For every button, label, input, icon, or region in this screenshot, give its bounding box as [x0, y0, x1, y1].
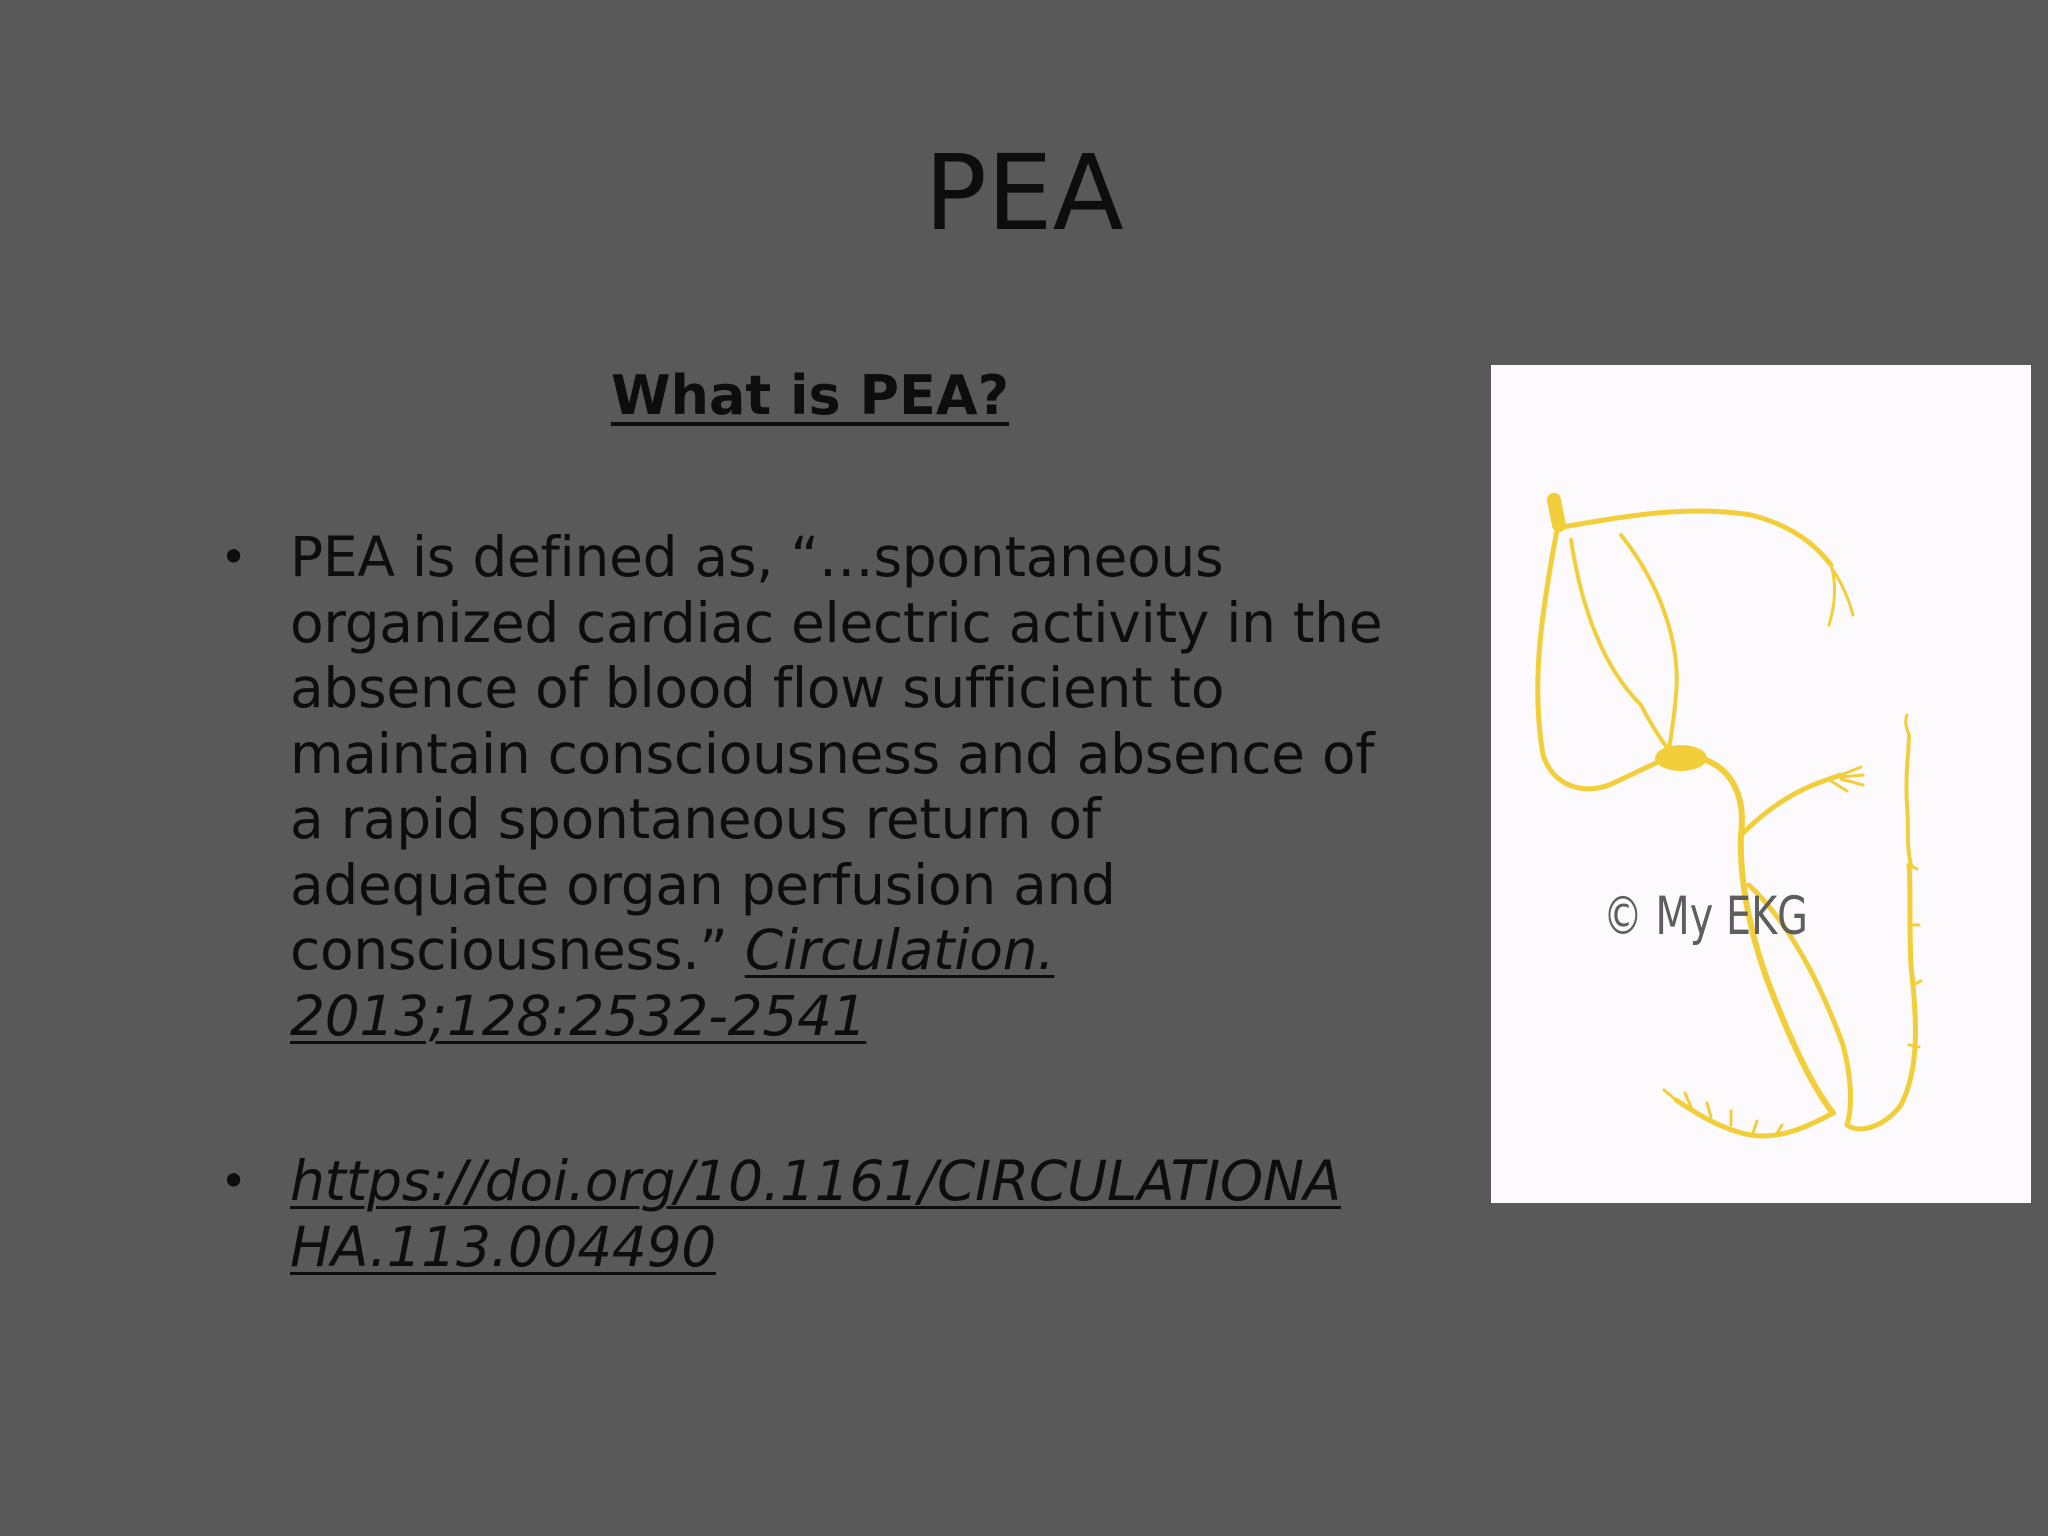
heart-conduction-system-icon: [1491, 365, 2031, 1203]
definition-line: absence of blood flow sufficient to: [290, 656, 1225, 720]
image-watermark: © My EKG: [1603, 885, 1808, 948]
bullet-list: [220, 525, 1420, 1280]
citation-reference: 2013;128:2532-2541: [290, 983, 867, 1048]
bullet-item-doi-link[interactable]: [220, 1149, 1420, 1280]
definition-line: maintain consciousness and absence of: [290, 721, 1375, 786]
definition-line: organized cardiac electric activity in the: [290, 590, 1383, 655]
definition-line: PEA is defined as, “…spontaneous: [290, 525, 1224, 589]
definition-line: a rapid spontaneous return of: [290, 787, 1101, 851]
slide-subtitle: What is PEA?: [610, 364, 1010, 427]
citation-journal: Circulation.: [744, 918, 1055, 982]
definition-line: adequate organ perfusion and: [290, 852, 1116, 917]
slide-title: PEA: [924, 132, 1124, 254]
bullet-item-definition: [220, 525, 1420, 1049]
bullet-icon: •: [220, 1154, 247, 1208]
doi-link-line[interactable]: HA.113.004490: [290, 1214, 717, 1279]
doi-link-line[interactable]: https://doi.org/10.1161/CIRCULATIONA: [290, 1149, 1341, 1213]
bullet-icon: •: [220, 530, 247, 584]
heart-conduction-image: [1491, 365, 2031, 1203]
definition-line: consciousness.”: [290, 918, 728, 982]
